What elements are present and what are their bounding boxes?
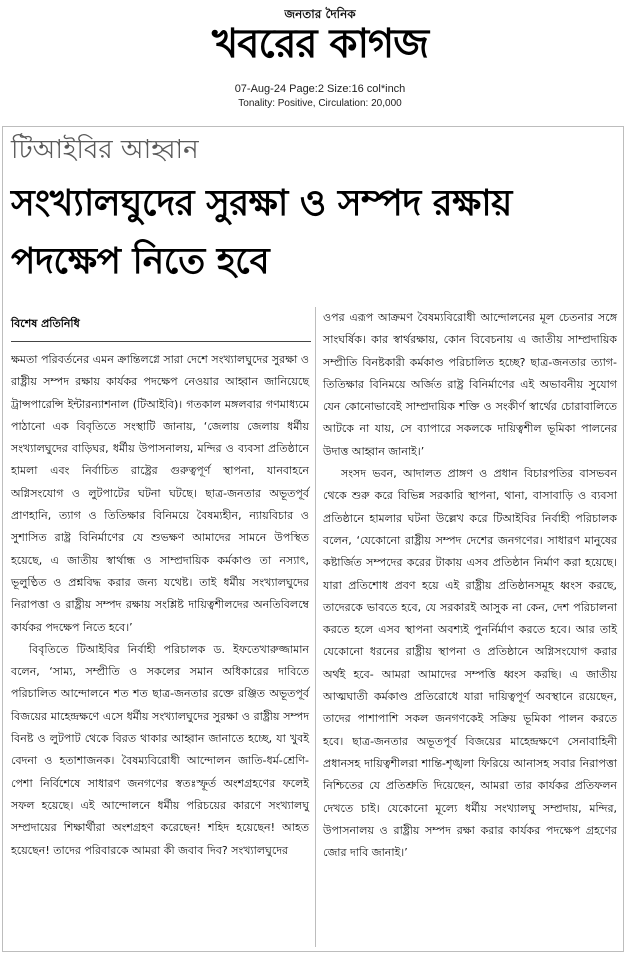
byline-divider (11, 341, 311, 342)
clipping-meta-line2: Tonality: Positive, Circulation: 20,000 (238, 98, 402, 109)
article-column-right (323, 307, 617, 864)
column-divider (315, 307, 316, 947)
article-byline: বিশেষ প্রতিনিধি (11, 317, 80, 330)
newspaper-logo: খবরের কাগজ (211, 21, 429, 67)
paragraph: ওপর এরূপ আক্রমণ বৈষম্যবিরোধী আন্দোলনের মূল চেতনার সঙ্গে সাংঘর্ষিক। কার স্বার্থরক্ষায়, কোন বিবেচনায় এ জাতীয় সাম্প্রদায়িক সম্প্রীতি বিনষ্টকারী কর্মকাণ্ড পরিচালিত হচ্ছে? ছাত্র-জনতার ত্যাগ-তিতিক্ষার বিনিময়ে অর্জিত রাষ্ট্র বিনির্মাণের এই অভাবনীয় সুযোগ যেন কোনোভাবেই সাম্প্রদায়িক শক্তি ও সংকীর্ণ স্বার্থের চোরাবালিতে আটকে না যায়, সে ব্যাপারে সকলকে দায়িত্বশীল ভূমিকা পালনের উদাত্ত আহ্বান জানাই।’ (323, 311, 617, 458)
masthead-tagline: জনতার দৈনিক (284, 7, 356, 21)
clipping-meta-line1: 07-Aug-24 Page:2 Size:16 col*inch (234, 83, 406, 95)
article-column-left (11, 349, 309, 862)
paragraph: ক্ষমতা পরিবর্তনের এমন ক্রান্তিলগ্নে সারা দেশে সংখ্যালঘুদের সুরক্ষা ও রাষ্ট্রীয় সম্পদ রক্ষায় কার্যকর পদক্ষেপ নেওয়ার আহ্বান জানিয়েছে ট্রান্সপারেন্সি ইন্টারন্যাশনাল (টিআইবি)। গতকাল মঙ্গলবার গণমাধ্যমে পাঠানো এক বিবৃতিতে সংস্থাটি জানায়, ‘জেলায় জেলায় ধর্মীয় সংখ্যালঘুদের বাড়িঘর, ধর্মীয় উপাসনালয়, মন্দির ও ব্যবসা প্রতিষ্ঠানে হামলা এবং নির্বাচিত রাষ্ট্রের গুরুত্বপূর্ণ স্থাপনা, যানবাহনে অগ্নিসংযোগ ও লুটপাটের ঘটনা ঘটছে। ছাত্র-জনতার অভূতপূর্ব প্রাণহানি, ত্যাগ ও তিতিক্ষার বিনিময়ে বৈষম্যহীন, ন্যায়বিচার ও সুশাসিত রাষ্ট্র বিনির্মাণের যে শুভক্ষণ আমাদের সামনে উপস্থিত হয়েছে, এ জাতীয় স্বার্থান্ধ ও সাম্প্রদায়িক কর্মকাণ্ড তা নস্যাৎ, ভূলুণ্ঠিত ও প্রশ্নবিদ্ধ করার জন্য যথেষ্ট। তাই ধর্মীয় সংখ্যালঘুদের নিরাপত্তা ও রাষ্ট্রীয় সম্পদ রক্ষায় সংশ্লিষ্ট দায়িত্বশীলদের অনতিবিলম্বে কার্যকর পদক্ষেপ নিতে হবে।’ (11, 353, 309, 634)
paragraph: সংসদ ভবন, আদালত প্রাঙ্গণ ও প্রধান বিচারপতির বাসভবন থেকে শুরু করে বিভিন্ন সরকারি স্থাপনা, থানা, বাসাবাড়ি ও ব্যবসা প্রতিষ্ঠানে হামলার ঘটনা উল্লেখ করে টিআইবির নির্বাহী পরিচালক বলেন, ‘যেকোনো রাষ্ট্রীয় সম্পদ দেশের জনগণের। সাধারণ মানুষের কষ্টার্জিত সম্পদের করের টাকায় এসব প্রতিষ্ঠান নির্মাণ করা হয়েছে। যারা প্রতিশোধ প্রবণ হয়ে এই রাষ্ট্রীয় প্রতিষ্ঠানসমূহ ধ্বংস করছে, তাদেরকে ভাবতে হবে, যে সরকারই আসুক না কেন, দেশ পরিচালনা করতে হলে এসব স্থাপনা অবশ্যই পুনর্নির্মাণ করতে হবে। আর তাই যেকোনো ধরনের রাষ্ট্রীয় স্থাপনা ও প্রতিষ্ঠানে অগ্নিসংযোগ করার অর্থই হবে- আমরা আমাদের সম্পত্তি ধ্বংস করছি। এ জাতীয় আত্মঘাতী কর্মকাণ্ড প্রতিরোধে যারা দায়িত্বপূর্ণ অবস্থানে রয়েছেন, তাদের পাশাপাশি সকল জনগণকেই সক্রিয় ভূমিকা পালন করতে হবে। ছাত্র-জনতার অভূতপূর্ব বিজয়ের মাহেন্দ্রক্ষণে সেনাবাহিনী প্রধানসহ দায়িত্বশীলরা শান্তি-শৃঙ্খলা ফিরিয়ে আনাসহ সবার নিরাপত্তা নিশ্চিতের যে প্রতিশ্রুতি দিয়েছেন, আমরা তার কার্যকর প্রতিফলন দেখতে চাই। যেকোনো মূল্যে ধর্মীয় সংখ্যালঘু সম্প্রদায়, মন্দির, উপাসনালয় ও রাষ্ট্রীয় সম্পদ রক্ষা করার কার্যকর পদক্ষেপ গ্রহণের জোর দাবি জানাই।’ (323, 467, 617, 860)
article-headline: সংখ্যালঘুদের সুরক্ষা ও সম্পদ রক্ষায় পদক্ষেপ নিতে হবে (11, 183, 512, 282)
article-kicker: টিআইবির আহ্বান (11, 135, 199, 165)
masthead (0, 0, 633, 112)
article-clipping (2, 126, 624, 952)
paragraph: বিবৃতিতে টিআইবির নির্বাহী পরিচালক ড. ইফতেখারুজ্জামান বলেন, ‘সাম্য, সম্প্রীতি ও সকলের সমান অধিকারের দাবিতে পরিচালিত আন্দোলনে শত শত ছাত্র-জনতার রক্তে রঞ্জিত অভূতপূর্ব বিজয়ের মাহেন্দ্রক্ষণে এসে ধর্মীয় সংখ্যালঘুদের সুরক্ষা ও রাষ্ট্রীয় সম্পদ বিনষ্ট ও লুটপাট থেকে বিরত থাকার আহ্বান জানাতে হচ্ছে, যা খুবই বেদনা ও হতাশাজনক। বৈষম্যবিরোধী আন্দোলন জাতি-ধর্ম-শ্রেণি-পেশা নির্বিশেষে সাধারণ জনগণের স্বতঃস্ফূর্ত অংশগ্রহণের ফলেই সফল হয়েছে। এই আন্দোলনে ধর্মীয় পরিচয়ের কারণে সংখ্যালঘু সম্প্রদায়ের শিক্ষার্থীরা অংশগ্রহণ করেছেন! শহিদ হয়েছেন! আহত হয়েছেন! তাদের পরিবারকে আমরা কী জবাব দিব? সংখ্যালঘুদের (11, 642, 309, 857)
